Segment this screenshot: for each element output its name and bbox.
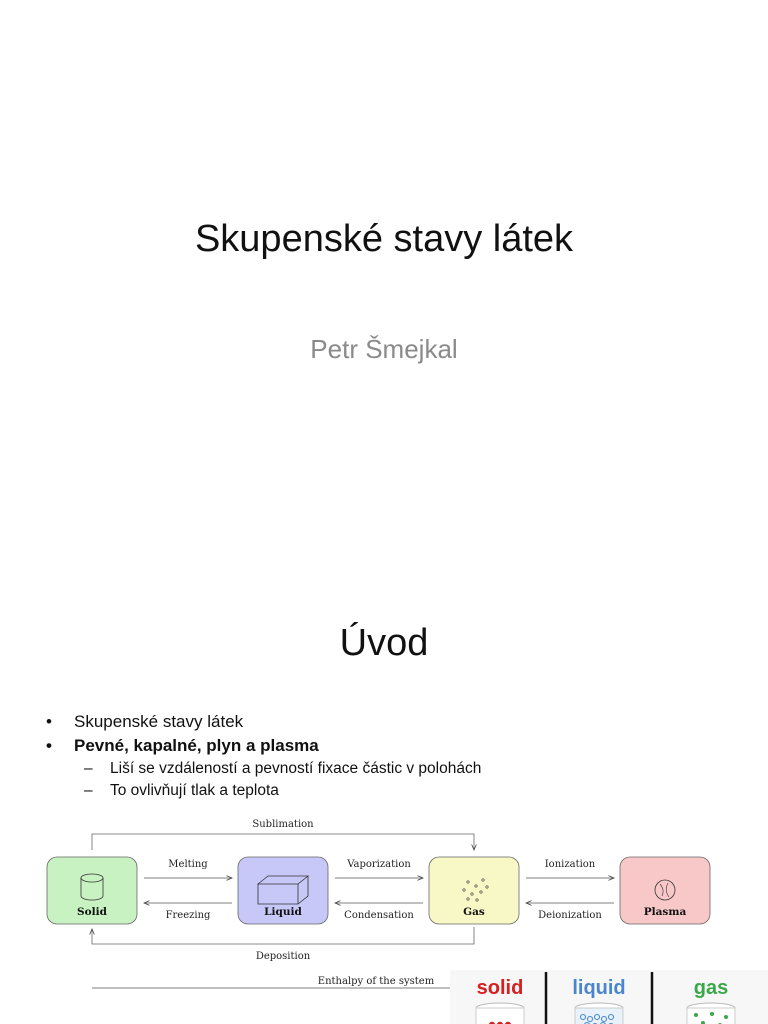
states-of-matter-illustration xyxy=(450,970,768,1024)
liquid-label: liquid xyxy=(572,977,626,999)
melting-label: Melting xyxy=(168,859,208,870)
sub-bullet-item: – To ovlivňují tlak a teplota xyxy=(46,780,726,802)
deionization-label: Deionization xyxy=(538,910,602,921)
state-label: Gas xyxy=(463,906,485,918)
ionization-label: Ionization xyxy=(544,859,596,870)
sublimation-arrow xyxy=(92,834,474,850)
state-box-plasma xyxy=(620,857,710,924)
vaporization-label: Vaporization xyxy=(347,859,411,870)
state-label: Plasma xyxy=(643,906,687,918)
intro-slide xyxy=(0,580,768,1024)
enthalpy-axis-label: Enthalpy of the system xyxy=(317,976,435,987)
state-box-liquid xyxy=(238,857,328,924)
gas-label: gas xyxy=(693,977,729,999)
state-box-solid xyxy=(47,857,137,924)
slide-subtitle: Petr Šmejkal xyxy=(310,334,458,364)
state-label: Liquid xyxy=(264,906,302,918)
bullet-item: • Skupenské stavy látek xyxy=(46,710,726,734)
phase-transition-diagram xyxy=(40,812,720,992)
condensation-label: Condensation xyxy=(344,910,414,921)
gas-beaker-icon xyxy=(687,1003,735,1024)
sub-bullet-item: – Liší se vzdáleností a pevností fixace částic v polohách xyxy=(46,758,726,780)
bullet-item: • Pevné, kapalné, plyn a plasma xyxy=(46,734,726,758)
bullet-list xyxy=(46,710,726,802)
state-box-gas xyxy=(429,857,519,924)
slide-title: Úvod xyxy=(339,622,429,664)
solid-label: solid xyxy=(476,977,524,999)
deposition-label: Deposition xyxy=(255,951,311,962)
solid-beaker-icon xyxy=(476,1003,524,1024)
freezing-label: Freezing xyxy=(165,910,211,921)
state-label: Solid xyxy=(77,906,107,918)
deposition-arrow xyxy=(92,927,474,944)
slide-title: Skupenské stavy látek xyxy=(194,218,574,260)
liquid-beaker-icon xyxy=(575,1003,623,1024)
sublimation-label: Sublimation xyxy=(252,819,314,830)
